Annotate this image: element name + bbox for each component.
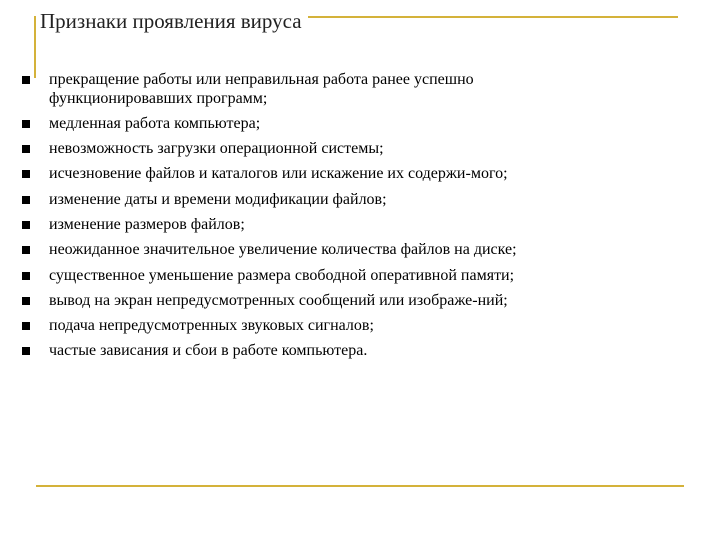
list-item bbox=[22, 71, 692, 108]
bottom-rule bbox=[36, 485, 684, 487]
list-item bbox=[22, 317, 692, 336]
list-item-text: подача непредусмотренных звуковых сигналов; bbox=[49, 317, 374, 335]
list-item-text: изменение размеров файлов; bbox=[49, 215, 245, 233]
list-item bbox=[22, 292, 692, 311]
list-item bbox=[22, 216, 692, 235]
list-item-text: вывод на экран непредусмотренных сообщений или изображе-ний; bbox=[49, 291, 508, 309]
list-item-text: изменение даты и времени модификации файлов; bbox=[49, 190, 387, 208]
slide-title: Признаки проявления вируса bbox=[36, 8, 308, 34]
list-item-text: существенное уменьшение размера свободной оперативной памяти; bbox=[49, 266, 515, 284]
list-item-text: прекращение работы или неправильная работа ранее успешно bbox=[49, 71, 474, 88]
square-bullet-icon bbox=[22, 76, 30, 84]
bullet-list bbox=[22, 71, 692, 368]
list-item-text: функционировавших программ; bbox=[49, 89, 268, 107]
list-item-text: неожиданное значительное увеличение количества файлов на диске; bbox=[49, 241, 517, 259]
square-bullet-icon bbox=[22, 246, 30, 254]
list-item bbox=[22, 115, 692, 134]
list-item-text: исчезновение файлов и каталогов или искажение их содержи-мого; bbox=[49, 165, 508, 183]
list-item-text: невозможность загрузки операционной системы; bbox=[49, 140, 384, 158]
list-item bbox=[22, 342, 692, 361]
list-item-text: частые зависания и сбои в работе компьютера. bbox=[49, 342, 368, 360]
list-item bbox=[22, 267, 692, 286]
square-bullet-icon bbox=[22, 272, 30, 280]
square-bullet-icon bbox=[22, 196, 30, 204]
square-bullet-icon bbox=[22, 145, 30, 153]
list-item bbox=[22, 165, 692, 184]
list-item bbox=[22, 191, 692, 210]
square-bullet-icon bbox=[22, 120, 30, 128]
square-bullet-icon bbox=[22, 297, 30, 305]
list-item-text: медленная работа компьютера; bbox=[49, 114, 261, 132]
list-item bbox=[22, 241, 692, 260]
square-bullet-icon bbox=[22, 221, 30, 229]
list-item bbox=[22, 140, 692, 159]
square-bullet-icon bbox=[22, 322, 30, 330]
square-bullet-icon bbox=[22, 347, 30, 355]
square-bullet-icon bbox=[22, 170, 30, 178]
